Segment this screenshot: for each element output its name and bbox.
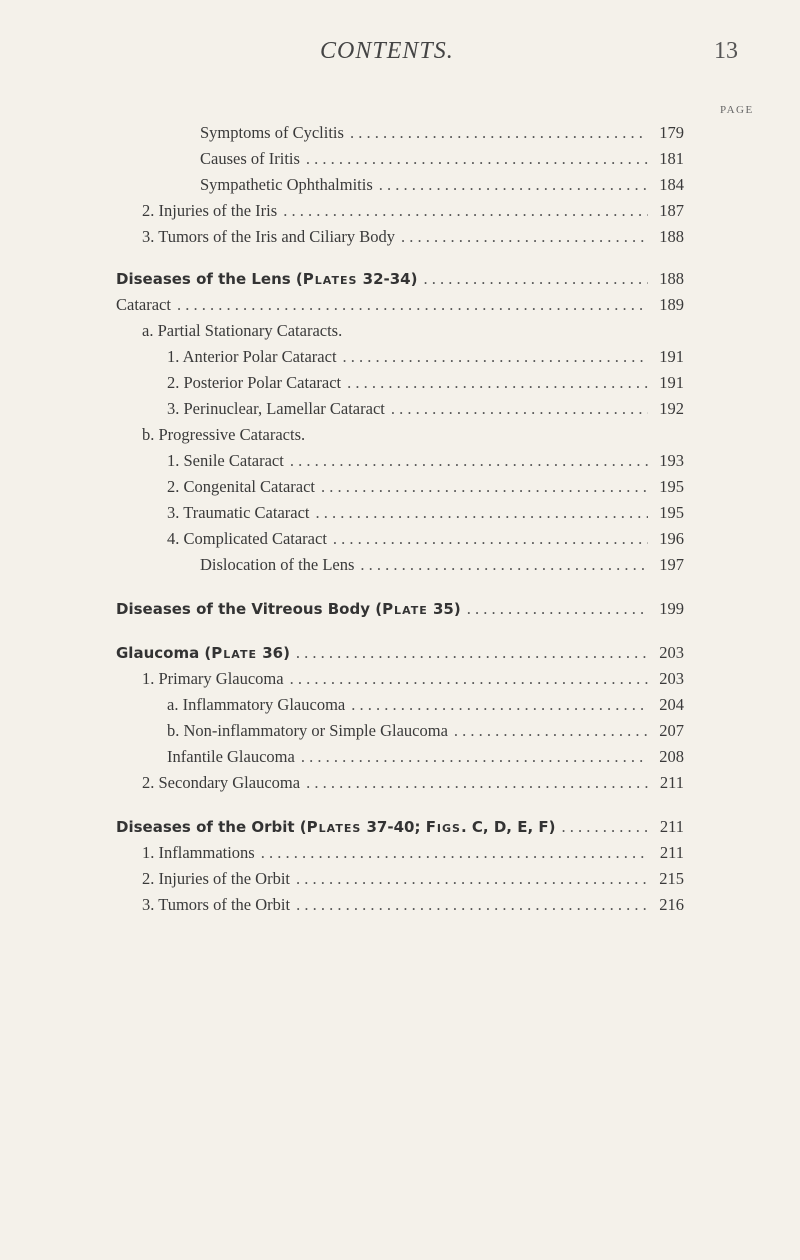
toc-entry [200,172,684,198]
toc-section-heading [116,266,684,292]
entry-page: 193 [659,451,684,470]
entry-title: 2. Congenital Cataract [167,477,315,496]
entry-title: 1. Primary Glaucoma [142,669,284,688]
entry-title: b. Progressive Cataracts. [142,425,306,444]
entry-page: 188 [659,269,684,288]
entry-title: 3. Perinuclear, Lamellar Cataract [167,399,385,418]
toc-section-heading [116,596,684,622]
entry-title: 3. Tumors of the Orbit [142,895,291,914]
entry-page: 207 [659,721,684,740]
entry-page: 197 [659,555,684,574]
entry-page: 204 [659,695,684,714]
entry-title: 2. Posterior Polar Cataract [167,373,342,392]
entry-page: 179 [659,123,684,142]
entry-title: Dislocation of the Lens [200,555,355,574]
toc-subheading [142,422,684,448]
toc-entry [142,224,684,250]
toc-entry [200,120,684,146]
entry-title: a. Inflammatory Glaucoma [167,695,346,714]
entry-title: a. Partial Stationary Cataracts. [142,321,343,340]
toc-entry [167,526,684,552]
entry-title: 2. Injuries of the Iris [142,201,278,220]
toc-entry [142,666,684,692]
toc-entry [200,146,684,172]
toc-subheading [142,318,684,344]
toc-entry [116,292,684,318]
toc-entry [167,396,684,422]
toc-entry [167,448,684,474]
toc-entry [142,840,684,866]
entry-title: Diseases of the Orbit (Plates 37-40; Figs. C, D, E, F) [116,818,556,836]
entry-page: 208 [659,747,684,766]
entry-title: 3. Traumatic Cataract [167,503,310,522]
entry-title: Sympathetic Ophthalmitis [200,175,373,194]
toc-entry [142,770,684,796]
toc-entry [142,198,684,224]
toc-section-heading [116,814,684,840]
entry-title: 1. Senile Cataract [167,451,284,470]
toc-entry [142,892,684,918]
toc-entry [167,370,684,396]
entry-title: Diseases of the Vitreous Body (Plate 35) [116,600,461,618]
entry-page: 215 [659,869,684,888]
entry-title: 4. Complicated Cataract [167,529,327,548]
entry-title: 3. Tumors of the Iris and Ciliary Body [142,227,396,246]
entry-page: 195 [659,477,684,496]
toc-entry [167,474,684,500]
entry-page: 203 [659,669,684,688]
entry-title: Glaucoma (Plate 36) [116,644,290,662]
entry-page: 191 [659,373,684,392]
entry-page: 196 [659,529,684,548]
entry-title: Infantile Glaucoma [167,747,295,766]
entry-page: 191 [659,347,684,366]
entry-page: 189 [659,295,684,314]
entry-page: 216 [659,895,684,914]
entry-title: Diseases of the Lens (Plates 32-34) [116,270,418,288]
entry-page: 211 [659,773,684,792]
entry-title: 1. Anterior Polar Cataract [167,347,337,366]
entry-page: 211 [659,817,684,836]
running-title: CONTENTS. [320,38,454,64]
toc-entry [142,866,684,892]
toc-entry [167,344,684,370]
running-head [0,38,800,78]
entry-page: 188 [659,227,684,246]
entry-title: Symptoms of Cyclitis [200,123,344,142]
entry-title: 2. Secondary Glaucoma [142,773,301,792]
entry-title: b. Non-inflammatory or Simple Glaucoma [167,721,448,740]
toc-entry [167,744,684,770]
toc-entry [167,500,684,526]
entry-page: 199 [659,599,684,618]
entry-title: 1. Inflammations [142,843,255,862]
entry-page: 187 [659,201,684,220]
toc-entry [167,692,684,718]
toc-section-heading [116,640,684,666]
entry-title: Causes of Iritis [200,149,300,168]
entry-page: 184 [659,175,684,194]
entry-title: 2. Injuries of the Orbit [142,869,291,888]
entry-title: Cataract [116,295,171,314]
toc-entry [200,552,684,578]
entry-page: 181 [659,149,684,168]
entry-page: 195 [659,503,684,522]
entry-page: 203 [659,643,684,662]
entry-page: 192 [659,399,684,418]
toc-entry [167,718,684,744]
page-number: 13 [714,38,738,64]
entry-page: 211 [659,843,684,862]
page-column-label: PAGE [720,104,754,116]
